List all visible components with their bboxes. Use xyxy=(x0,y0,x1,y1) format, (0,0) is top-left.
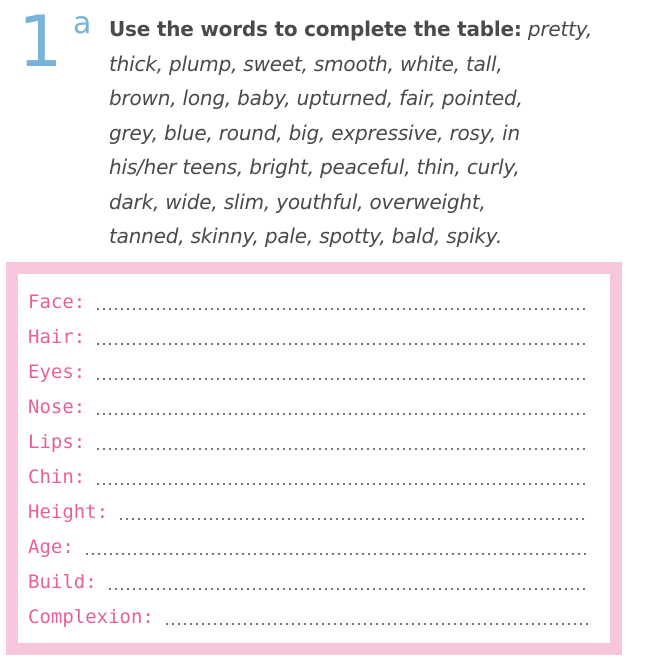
word-list-line: thick, plump, sweet, smooth, white, tall, xyxy=(109,51,503,76)
description-table xyxy=(6,262,622,655)
row-label-face: Face: xyxy=(28,291,86,313)
answer-line-chin[interactable] xyxy=(95,483,588,485)
answer-line-complexion[interactable] xyxy=(164,623,588,625)
table-inner xyxy=(18,274,610,643)
answer-line-eyes[interactable] xyxy=(95,378,588,380)
table-row-height xyxy=(28,492,588,526)
table-row-complexion xyxy=(28,597,588,631)
row-label-complexion: Complexion: xyxy=(28,606,154,628)
row-label-height: Height: xyxy=(28,501,109,523)
word-list-line: grey, blue, round, big, expressive, rosy, in xyxy=(109,120,520,145)
answer-line-nose[interactable] xyxy=(95,413,588,415)
answer-line-age[interactable] xyxy=(84,553,588,555)
row-label-build: Build: xyxy=(28,571,97,593)
instruction-lead: Use the words to complete the table: xyxy=(109,17,522,41)
exercise-number: 1 xyxy=(18,1,63,83)
table-row-lips xyxy=(28,422,588,456)
row-label-age: Age: xyxy=(28,536,74,558)
word-list-line: pretty, xyxy=(527,17,593,41)
row-label-hair: Hair: xyxy=(28,326,86,348)
answer-line-lips[interactable] xyxy=(95,448,588,450)
word-list-line: brown, long, baby, upturned, fair, pointed, xyxy=(109,86,523,110)
table-row-chin xyxy=(28,457,588,491)
row-label-lips: Lips: xyxy=(28,431,86,453)
row-label-chin: Chin: xyxy=(28,466,86,488)
answer-line-hair[interactable] xyxy=(95,343,588,345)
instruction-first-line xyxy=(109,12,619,47)
word-list-line: tanned, skinny, pale, spotty, bald, spiky. xyxy=(109,224,503,248)
word-list-line: his/her teens, bright, peaceful, thin, curly, xyxy=(109,155,520,179)
answer-line-face[interactable] xyxy=(95,308,588,310)
table-row-face xyxy=(28,282,588,316)
answer-line-height[interactable] xyxy=(118,518,588,520)
answer-line-build[interactable] xyxy=(107,588,588,590)
instruction-text xyxy=(109,12,619,254)
table-row-age xyxy=(28,527,588,561)
table-row-nose xyxy=(28,387,588,421)
table-row-eyes xyxy=(28,352,588,386)
table-row-build xyxy=(28,562,588,596)
exercise-part-letter: a xyxy=(73,6,92,41)
row-label-nose: Nose: xyxy=(28,396,86,418)
table-row-hair xyxy=(28,317,588,351)
word-list-line: dark, wide, slim, youthful, overweight, xyxy=(109,189,486,214)
row-label-eyes: Eyes: xyxy=(28,361,86,383)
